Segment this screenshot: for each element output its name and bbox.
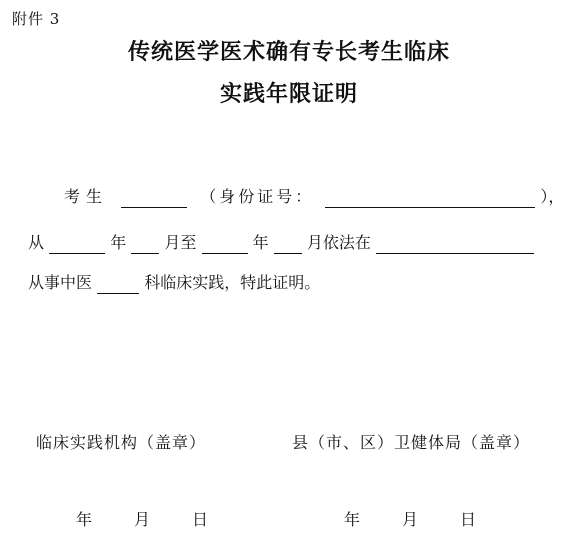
right-date-year: 年 xyxy=(344,510,361,529)
start-month-label: 月至 xyxy=(164,233,197,252)
practice-period-line xyxy=(28,232,534,254)
from-label: 从 xyxy=(28,233,45,252)
candidate-label: 考生 xyxy=(64,187,109,206)
end-month-field[interactable] xyxy=(274,235,302,254)
institution-field[interactable] xyxy=(376,235,534,254)
right-date-month: 月 xyxy=(402,510,419,529)
id-number-field[interactable] xyxy=(325,189,535,208)
left-date-day: 日 xyxy=(192,510,209,529)
start-year-label: 年 xyxy=(110,233,127,252)
start-month-field[interactable] xyxy=(131,235,159,254)
right-date-day: 日 xyxy=(460,510,477,529)
practice-specialty-line xyxy=(28,272,320,294)
candidate-line xyxy=(64,186,564,208)
start-year-field[interactable] xyxy=(49,235,105,254)
certify-text: 科临床实践，特此证明。 xyxy=(144,273,321,292)
page-title-line-1: 传统医学医术确有专长考生临床 xyxy=(127,40,450,65)
candidate-name-field[interactable] xyxy=(121,189,187,208)
id-number-suffix: ）， xyxy=(540,187,565,206)
health-bureau-seal-label: 县（市、区）卫健体局（盖章） xyxy=(292,433,531,452)
engaged-label: 从事中医 xyxy=(28,273,93,292)
left-date-year: 年 xyxy=(76,510,93,529)
annex-label: 附件 3 xyxy=(12,10,61,28)
end-year-label: 年 xyxy=(252,233,269,252)
end-year-field[interactable] xyxy=(202,235,248,254)
id-number-prefix: （身份证号： xyxy=(200,187,315,206)
practice-institution-seal-label: 临床实践机构（盖章） xyxy=(36,433,207,452)
page-title-line-2: 实践年限证明 xyxy=(219,82,358,107)
specialty-field[interactable] xyxy=(97,275,139,294)
end-month-label: 月依法在 xyxy=(306,233,371,252)
left-date-month: 月 xyxy=(134,510,151,529)
